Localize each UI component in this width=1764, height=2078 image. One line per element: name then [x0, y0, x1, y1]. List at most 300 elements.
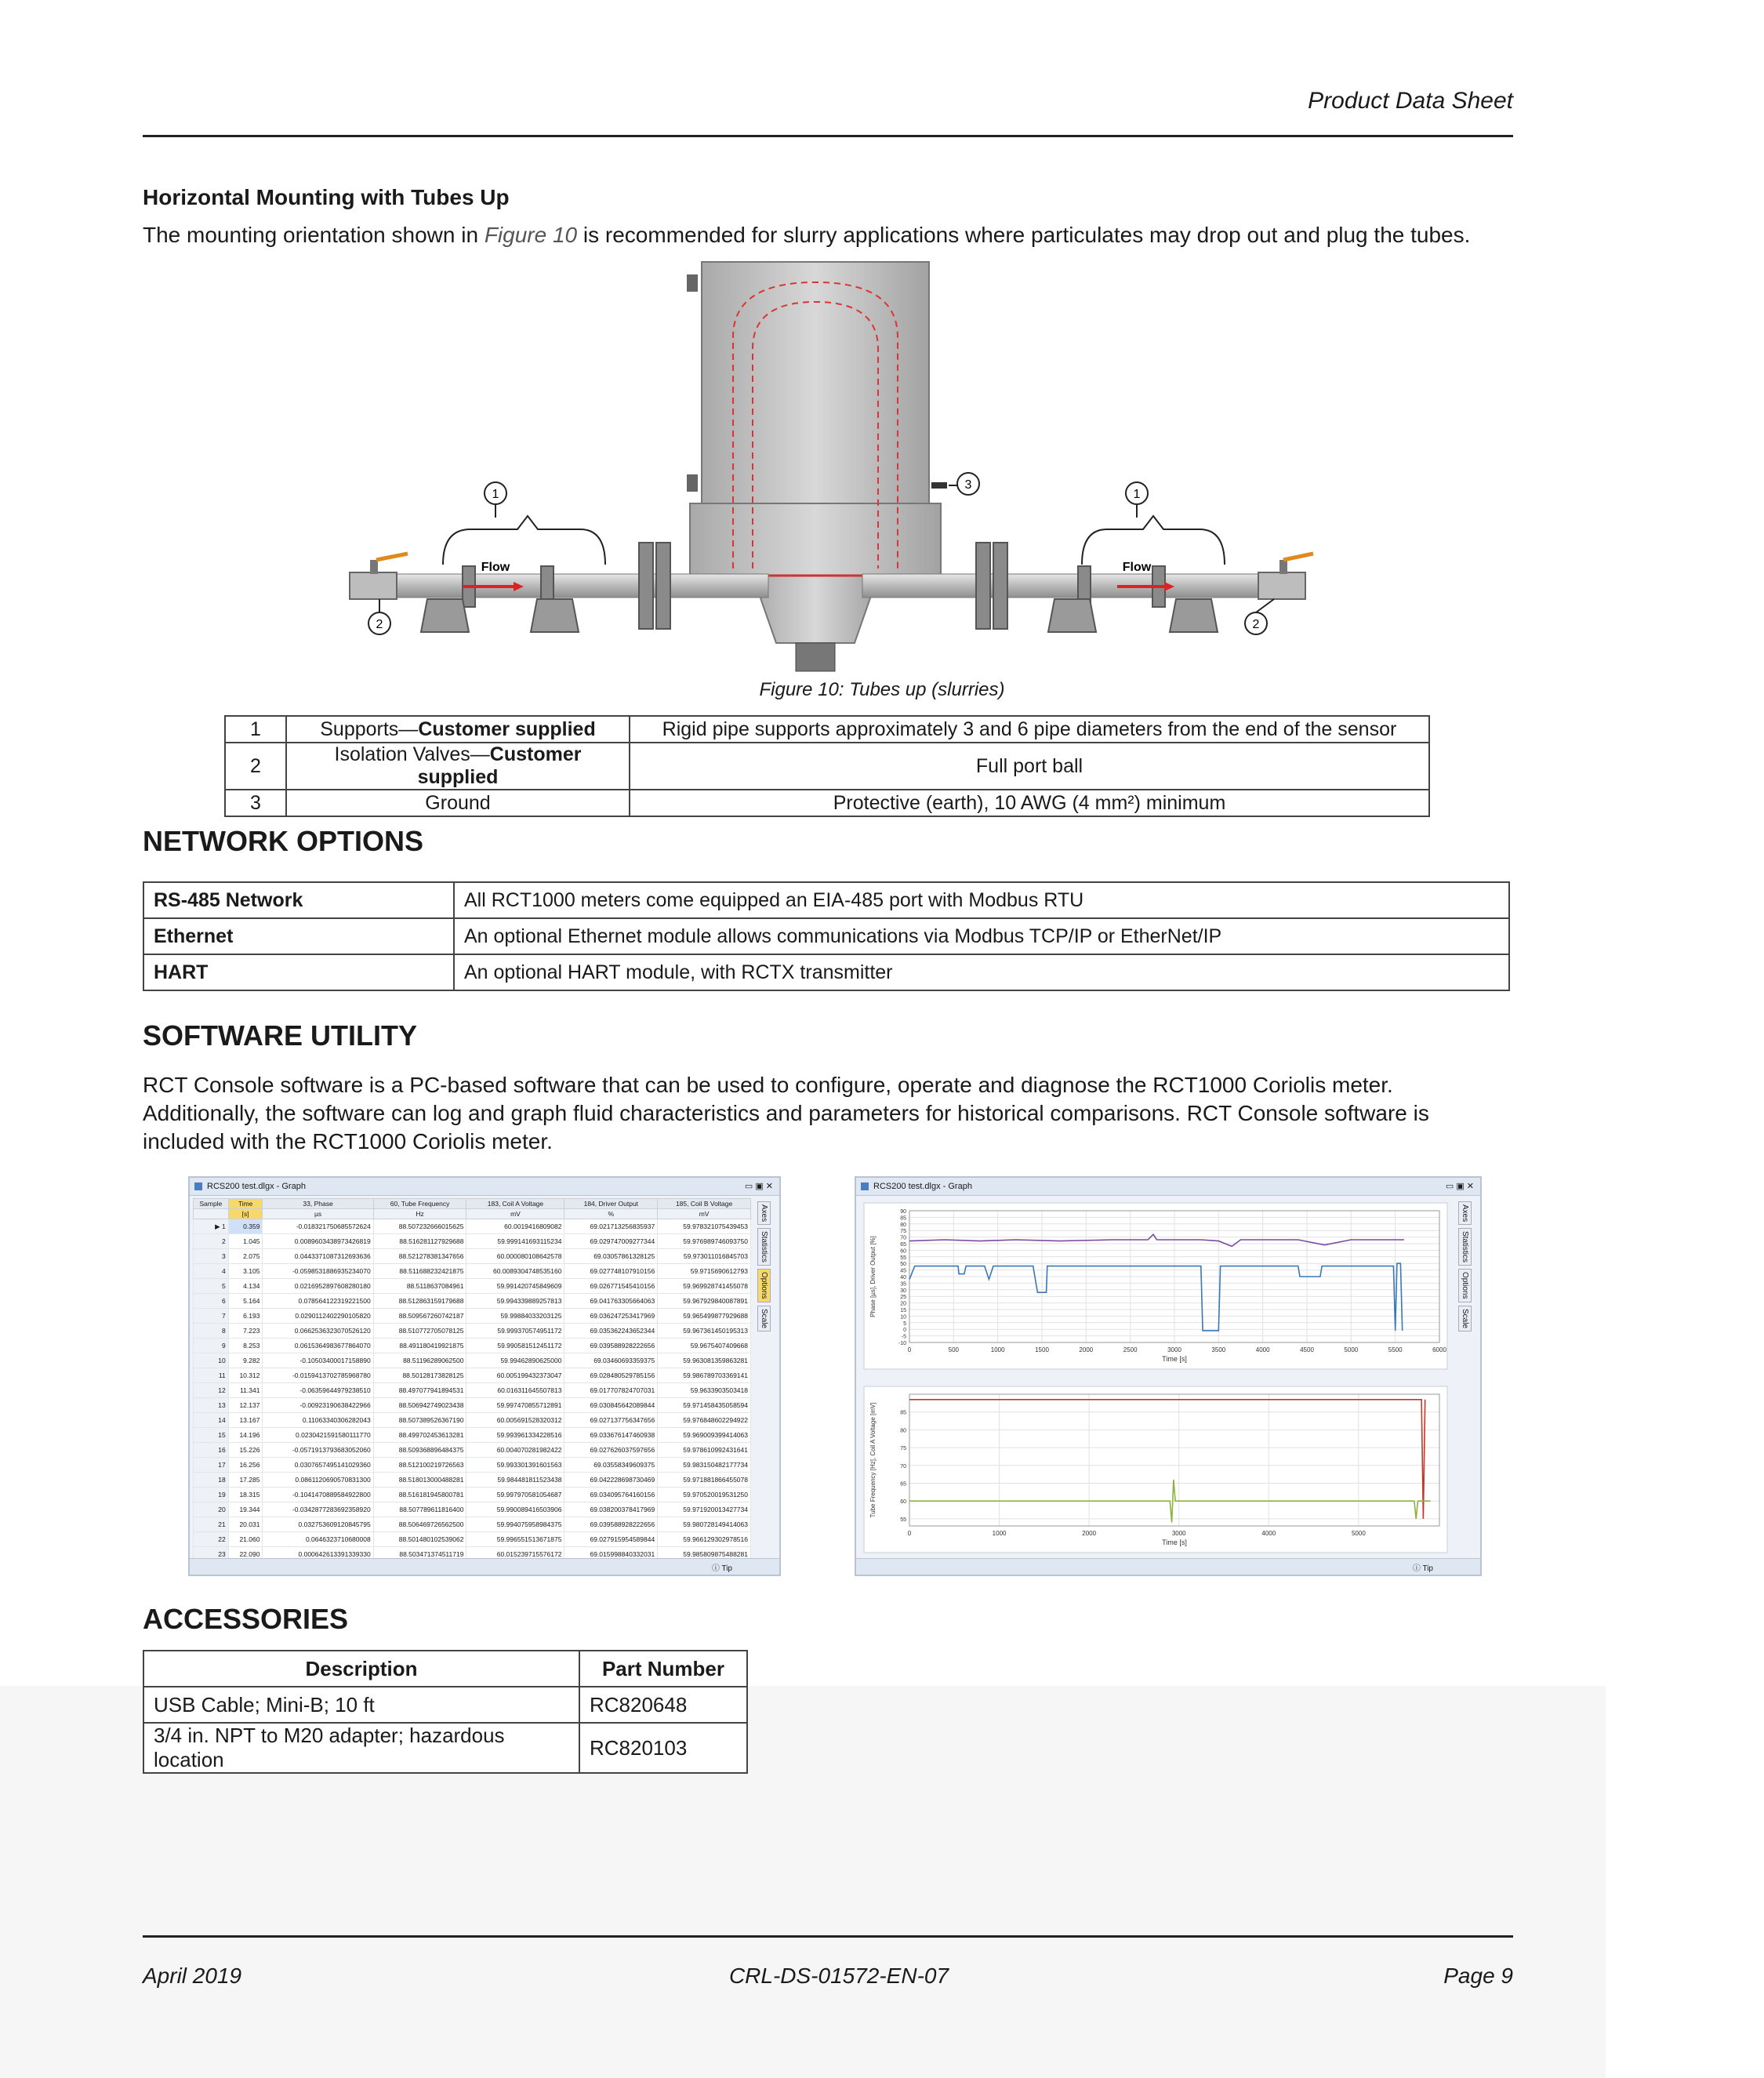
- grid-column-unit: mV: [658, 1209, 751, 1219]
- grid-cell: 20.031: [228, 1517, 263, 1532]
- grid-window-titlebar: [190, 1178, 779, 1196]
- grid-cell: 15.226: [228, 1443, 263, 1458]
- grid-cell: 59.963081359863281: [658, 1353, 751, 1368]
- y-axis-label: Tube Frequency [Hz], Coil A Voltage [mV]: [869, 1402, 877, 1518]
- grid-column-header[interactable]: Sample: [194, 1199, 229, 1209]
- accessories-table: [143, 1650, 748, 1774]
- grid-cell: 2.075: [228, 1249, 263, 1264]
- grid-cell: 69.036247253417969: [564, 1309, 658, 1324]
- grid-cell: 0.000642613391339330: [263, 1547, 373, 1562]
- grid-cell: 7: [194, 1309, 229, 1324]
- y-axis-label: Phase [µs], Driver Output [%]: [869, 1236, 877, 1317]
- legend-item: [286, 743, 630, 790]
- grid-cell: 59.99884033203125: [466, 1309, 564, 1324]
- grid-area: [193, 1198, 751, 1558]
- grid-cell: 69.021713256835937: [564, 1219, 658, 1234]
- window-controls[interactable]: ▭ ▣ ✕: [1445, 1182, 1474, 1191]
- grid-column-header[interactable]: 60, Tube Frequency: [373, 1199, 466, 1209]
- grid-cell: -0.0571913793683052060: [263, 1443, 373, 1458]
- table-row: [143, 954, 1509, 990]
- grid-cell: 59.967929840087891: [658, 1294, 751, 1309]
- x-axis-label: Time [s]: [1162, 1539, 1187, 1546]
- grid-cell: 7.223: [228, 1324, 263, 1339]
- callout-1-right: 1: [1133, 488, 1141, 501]
- y-tick-label: 20: [900, 1301, 906, 1307]
- grid-cell: 60.005199432373047: [466, 1368, 564, 1383]
- network-desc: An optional HART module, with RCTX transmitter: [454, 954, 1509, 990]
- grid-cell: 21: [194, 1517, 229, 1532]
- grid-row[interactable]: [194, 1398, 751, 1413]
- grid-cell: 88.521278381347656: [373, 1249, 466, 1264]
- grid-cell: 69.033676147460938: [564, 1428, 658, 1443]
- y-tick-label: 80: [900, 1222, 906, 1228]
- grid-cell: 5: [194, 1279, 229, 1294]
- grid-cell: 69.026771545410156: [564, 1279, 658, 1294]
- figure-caption: Figure 10: Tubes up (slurries): [759, 679, 1005, 700]
- grid-cell: 88.507789611816400: [373, 1502, 466, 1517]
- grid-column-header[interactable]: 184, Driver Output: [564, 1199, 658, 1209]
- grid-cell: 0.0216952897608280180: [263, 1279, 373, 1294]
- grid-cell: 88.51196289062500: [373, 1353, 466, 1368]
- tip-button[interactable]: ⓘ Tip: [1412, 1564, 1433, 1573]
- grid-cell: 59.997970581054687: [466, 1488, 564, 1502]
- grid-row[interactable]: [194, 1234, 751, 1249]
- grid-cell: 88.509368896484375: [373, 1443, 466, 1458]
- grid-cell: 69.03057861328125: [564, 1249, 658, 1264]
- y-tick-label: 70: [900, 1463, 906, 1469]
- legend-item-bold: Customer supplied: [418, 717, 596, 740]
- legend-item: [286, 790, 630, 816]
- grid-cell: -0.018321750685572624: [263, 1219, 373, 1234]
- network-desc: An optional Ethernet module allows communications via Modbus TCP/IP or EtherNet/IP: [454, 918, 1509, 954]
- grid-cell: 60.004070281982422: [466, 1443, 564, 1458]
- y-tick-label: 5: [903, 1321, 906, 1327]
- grid-row[interactable]: [194, 1502, 751, 1517]
- y-tick-label: 40: [900, 1275, 906, 1281]
- table-header-row: [143, 1651, 747, 1687]
- y-tick-label: 70: [900, 1235, 906, 1241]
- grid-cell: 59.971458435058594: [658, 1398, 751, 1413]
- grid-cell: 9: [194, 1339, 229, 1353]
- grid-cell: 60.016311645507813: [466, 1383, 564, 1398]
- grid-cell: 0.0662536323070526120: [263, 1324, 373, 1339]
- grid-cell: 59.976848602294922: [658, 1413, 751, 1428]
- grid-cell: 21.060: [228, 1532, 263, 1547]
- callout-1-left: 1: [492, 488, 499, 501]
- x-tick-label: 1000: [992, 1530, 1007, 1537]
- grid-cell: 60.005691528320312: [466, 1413, 564, 1428]
- grid-cell: 0.032753609120845795: [263, 1517, 373, 1532]
- grid-cell: 88.507389526367190: [373, 1413, 466, 1428]
- tab-options[interactable]: Options: [757, 1269, 771, 1302]
- x-tick-label: 2000: [1082, 1530, 1097, 1537]
- y-tick-label: 90: [900, 1209, 906, 1215]
- grid-cell: 88.516181945800781: [373, 1488, 466, 1502]
- legend-item-text: Ground: [425, 791, 491, 814]
- grid-cell: 17: [194, 1458, 229, 1473]
- legend-num: 1: [225, 716, 286, 743]
- grid-cell: 69.030845642089844: [564, 1398, 658, 1413]
- grid-cell: 59.990581512451172: [466, 1339, 564, 1353]
- grid-cell: 88.510772705078125: [373, 1324, 466, 1339]
- grid-row[interactable]: [194, 1517, 751, 1532]
- y-tick-label: 80: [900, 1428, 906, 1434]
- y-tick-label: 15: [900, 1308, 906, 1313]
- grid-column-unit: [194, 1209, 229, 1219]
- y-tick-label: 30: [900, 1288, 906, 1294]
- flow-label-left: Flow: [481, 561, 510, 574]
- grid-statusbar: [190, 1558, 779, 1575]
- grid-cell: -0.00923190638422966: [263, 1398, 373, 1413]
- mounting-heading: Horizontal Mounting with Tubes Up: [143, 185, 510, 209]
- y-tick-label: 55: [900, 1517, 906, 1523]
- grid-cell: 0.0290112402290105820: [263, 1309, 373, 1324]
- grid-cell: 3.105: [228, 1264, 263, 1279]
- y-tick-label: 35: [900, 1281, 906, 1288]
- grid-cell: 59.986789703369141: [658, 1368, 751, 1383]
- legend-num: 3: [225, 790, 286, 816]
- x-tick-label: 5000: [1351, 1530, 1366, 1537]
- grid-cell: 60.015239715576172: [466, 1547, 564, 1562]
- y-tick-label: 85: [900, 1410, 906, 1416]
- grid-cell: 88.491180419921875: [373, 1339, 466, 1353]
- graph-window-title: RCS200 test.dlgx - Graph: [873, 1182, 972, 1191]
- grid-cell: 14: [194, 1413, 229, 1428]
- grid-row[interactable]: [194, 1383, 751, 1398]
- grid-column-unit: µs: [263, 1209, 373, 1219]
- grid-cell: 69.029747009277344: [564, 1234, 658, 1249]
- callout-2-left: 2: [376, 618, 383, 631]
- grid-cell: 69.028480529785156: [564, 1368, 658, 1383]
- x-tick-label: 500: [948, 1346, 960, 1353]
- grid-row[interactable]: [194, 1413, 751, 1428]
- grid-cell: 6.193: [228, 1309, 263, 1324]
- grid-cell: 69.038200378417969: [564, 1502, 658, 1517]
- grid-cell: 8.253: [228, 1339, 263, 1353]
- x-tick-label: 3000: [1171, 1530, 1186, 1537]
- grid-column-unit: mV: [466, 1209, 564, 1219]
- grid-cell: 18.315: [228, 1488, 263, 1502]
- grid-column-unit: Hz: [373, 1209, 466, 1219]
- footer-doc-number: CRL-DS-01572-EN-07: [728, 1964, 949, 1988]
- window-controls[interactable]: ▭ ▣ ✕: [744, 1182, 773, 1191]
- mounting-text-before: The mounting orientation shown in: [143, 223, 485, 247]
- grid-cell: 88.506942749023438: [373, 1398, 466, 1413]
- callout-3: 3: [964, 478, 972, 492]
- grid-cell: 59.967361450195313: [658, 1324, 751, 1339]
- tab-axes[interactable]: Axes: [757, 1201, 771, 1225]
- data-grid: [193, 1198, 751, 1562]
- grid-row[interactable]: [194, 1443, 751, 1458]
- grid-row[interactable]: [194, 1219, 751, 1234]
- grid-cell: 69.027748107910156: [564, 1264, 658, 1279]
- x-tick-label: 2000: [1079, 1346, 1094, 1353]
- grid-cell: 59.997470855712891: [466, 1398, 564, 1413]
- side-tabs: [757, 1201, 776, 1331]
- col-description: Description: [143, 1651, 579, 1687]
- table-row: [143, 1687, 747, 1723]
- grid-cell: 88.497077941894531: [373, 1383, 466, 1398]
- y-tick-label: 10: [900, 1314, 906, 1321]
- grid-cell: 11: [194, 1368, 229, 1383]
- x-tick-label: 4000: [1255, 1346, 1270, 1353]
- network-desc: All RCT1000 meters come equipped an EIA-485 port with Modbus RTU: [454, 882, 1509, 918]
- grid-row[interactable]: [194, 1532, 751, 1547]
- grid-cell: 3: [194, 1249, 229, 1264]
- x-tick-label: 5500: [1388, 1346, 1403, 1353]
- grid-cell: 69.042228698730469: [564, 1473, 658, 1488]
- grid-cell: 0.0861120690570831300: [263, 1473, 373, 1488]
- grid-cell: 0.11063340306282043: [263, 1413, 373, 1428]
- grid-row[interactable]: [194, 1458, 751, 1473]
- grid-cell: 4: [194, 1264, 229, 1279]
- grid-cell: 69.03558349609375: [564, 1458, 658, 1473]
- y-tick-label: 25: [900, 1295, 906, 1301]
- grid-cell: 1.045: [228, 1234, 263, 1249]
- grid-cell: 0.0307657495141029360: [263, 1458, 373, 1473]
- grid-cell: 16: [194, 1443, 229, 1458]
- grid-cell: 69.027626037597656: [564, 1443, 658, 1458]
- grid-cell: -0.0342877283692358920: [263, 1502, 373, 1517]
- tip-label: Tip: [1422, 1564, 1433, 1573]
- grid-cell: 88.499702453613281: [373, 1428, 466, 1443]
- grid-row[interactable]: [194, 1264, 751, 1279]
- callout-2-right: 2: [1252, 618, 1260, 631]
- grid-cell: 59.985809875488281: [658, 1547, 751, 1562]
- grid-cell: 17.285: [228, 1473, 263, 1488]
- grid-cell: 69.039588928222656: [564, 1339, 658, 1353]
- grid-row[interactable]: [194, 1428, 751, 1443]
- side-tabs: [1458, 1201, 1477, 1331]
- grid-cell: 18: [194, 1473, 229, 1488]
- grid-cell: 0.078564122319221500: [263, 1294, 373, 1309]
- grid-cell: 59.994075958984375: [466, 1517, 564, 1532]
- y-tick-label: 45: [900, 1268, 906, 1274]
- grid-cell: 20: [194, 1502, 229, 1517]
- grid-cell: 88.506469726562500: [373, 1517, 466, 1532]
- x-tick-label: 5000: [1344, 1346, 1359, 1353]
- legend-item-text: Isolation Valves—: [334, 743, 490, 765]
- grid-cell: 88.511688232421875: [373, 1264, 466, 1279]
- grid-cell: 59.991420745849609: [466, 1279, 564, 1294]
- footer-rule: [143, 1935, 1513, 1938]
- accessory-part: RC820103: [579, 1723, 747, 1773]
- grid-cell: ▶ 1: [194, 1219, 229, 1234]
- grid-cell: 59.970520019531250: [658, 1488, 751, 1502]
- grid-cell: 10: [194, 1353, 229, 1368]
- chart-panel: [864, 1203, 1447, 1369]
- footer-date: April 2019: [143, 1964, 242, 1988]
- software-utility-title: SOFTWARE UTILITY: [143, 1019, 417, 1052]
- grid-cell: 19.344: [228, 1502, 263, 1517]
- grid-column-header[interactable]: 185, Coil B Voltage: [658, 1199, 751, 1209]
- grid-cell: 69.027915954589844: [564, 1532, 658, 1547]
- graph-window-titlebar: [856, 1178, 1480, 1196]
- y-tick-label: -5: [901, 1334, 906, 1340]
- y-tick-label: 60: [900, 1248, 906, 1255]
- flow-label-right: Flow: [1122, 561, 1152, 574]
- legend-item-bold: Customer supplied: [417, 743, 582, 788]
- x-tick-label: 3500: [1211, 1346, 1226, 1353]
- grid-cell: 88.512100219726563: [373, 1458, 466, 1473]
- grid-cell: 12.137: [228, 1398, 263, 1413]
- grid-cell: 0.0615364983677864070: [263, 1339, 373, 1353]
- tab-options[interactable]: Options: [1458, 1269, 1472, 1302]
- graph-window: [855, 1176, 1482, 1576]
- tab-scale[interactable]: Scale: [757, 1306, 771, 1331]
- y-tick-label: 0: [903, 1328, 906, 1334]
- x-tick-label: 1500: [1035, 1346, 1049, 1353]
- grid-cell: 88.512863159179688: [373, 1294, 466, 1309]
- grid-cell: 8: [194, 1324, 229, 1339]
- mounting-text-after: is recommended for slurry applications where particulates may drop out and plug the tubes.: [577, 223, 1471, 247]
- table-row: [143, 1723, 747, 1773]
- grid-unit-row: [194, 1209, 751, 1219]
- legend-desc: Protective (earth), 10 AWG (4 mm²) minimum: [630, 790, 1429, 816]
- header-rule: [143, 135, 1513, 137]
- grid-cell: 88.518013000488281: [373, 1473, 466, 1488]
- grid-cell: 23: [194, 1547, 229, 1562]
- col-part-number: Part Number: [579, 1651, 747, 1687]
- sensor-connector: [796, 643, 835, 671]
- grid-row[interactable]: [194, 1279, 751, 1294]
- grid-cell: 59.993301391601563: [466, 1458, 564, 1473]
- grid-cell: 22: [194, 1532, 229, 1547]
- grid-cell: 69.017707824707031: [564, 1383, 658, 1398]
- accessory-desc: USB Cable; Mini-B; 10 ft: [143, 1687, 579, 1723]
- grid-row[interactable]: [194, 1353, 751, 1368]
- grid-cell: 88.50128173828125: [373, 1368, 466, 1383]
- grid-row[interactable]: [194, 1339, 751, 1353]
- grid-cell: 59.976989746093750: [658, 1234, 751, 1249]
- grid-cell: 0.359: [228, 1219, 263, 1234]
- grid-cell: 59.973011016845703: [658, 1249, 751, 1264]
- grid-cell: 69.015998840332031: [564, 1547, 658, 1562]
- tab-axes[interactable]: Axes: [1458, 1201, 1472, 1225]
- grid-cell: 60.000080108642578: [466, 1249, 564, 1264]
- grid-row[interactable]: [194, 1473, 751, 1488]
- network-name: RS-485 Network: [143, 882, 454, 918]
- software-utility-text: RCT Console software is a PC-based software that can be used to configure, operate and diagnose the RCT1000 Coriolis meter. Additionally, the software can log and graph fluid characteristics and parameters for historical comparisons. RCT Console software is included with the RCT1000 Coriolis meter.: [143, 1073, 1429, 1153]
- table-row: [143, 882, 1509, 918]
- legend-num: 2: [225, 743, 286, 790]
- grid-row[interactable]: [194, 1294, 751, 1309]
- grid-cell: 9.282: [228, 1353, 263, 1368]
- y-tick-label: 60: [900, 1499, 906, 1506]
- grid-column-header[interactable]: Time: [228, 1199, 263, 1209]
- grid-cell: 0.0230421591580111770: [263, 1428, 373, 1443]
- y-tick-label: 65: [900, 1242, 906, 1248]
- grid-cell: 88.501480102539062: [373, 1532, 466, 1547]
- grid-cell: 59.99462890625000: [466, 1353, 564, 1368]
- grid-cell: 69.027137756347656: [564, 1413, 658, 1428]
- grid-cell: 6: [194, 1294, 229, 1309]
- legend-row: [225, 790, 1429, 816]
- grid-cell: -0.0159413702785968780: [263, 1368, 373, 1383]
- y-tick-label: 75: [900, 1229, 906, 1235]
- grid-cell: 59.994339889257813: [466, 1294, 564, 1309]
- grid-cell: 88.509567260742187: [373, 1309, 466, 1324]
- grid-cell: 59.971920013427734: [658, 1502, 751, 1517]
- grid-cell: 14.196: [228, 1428, 263, 1443]
- tab-scale[interactable]: Scale: [1458, 1306, 1472, 1331]
- grid-cell: 5.164: [228, 1294, 263, 1309]
- network-options-title: NETWORK OPTIONS: [143, 825, 423, 857]
- app-icon: [194, 1182, 202, 1190]
- tab-statistics[interactable]: Statistics: [1458, 1228, 1472, 1266]
- grid-cell: -0.0598531886935234070: [263, 1264, 373, 1279]
- legend-row: [225, 743, 1429, 790]
- grid-cell: -0.1041470889584922800: [263, 1488, 373, 1502]
- grid-cell: 59.993961334228516: [466, 1428, 564, 1443]
- grid-cell: 22.090: [228, 1547, 263, 1562]
- grid-cell: 0.0443371087312693636: [263, 1249, 373, 1264]
- y-tick-label: 55: [900, 1255, 906, 1261]
- grid-row[interactable]: [194, 1368, 751, 1383]
- network-options-table: [143, 881, 1510, 991]
- x-tick-label: 0: [907, 1530, 912, 1537]
- grid-row[interactable]: [194, 1324, 751, 1339]
- grid-column-unit: %: [564, 1209, 658, 1219]
- chart-panel: [864, 1386, 1447, 1553]
- legend-item: [286, 716, 630, 743]
- grid-cell: 60.0089304748535160: [466, 1264, 564, 1279]
- grid-row[interactable]: [194, 1309, 751, 1324]
- grid-cell: 59.978321075439453: [658, 1219, 751, 1234]
- grid-cell: 16.256: [228, 1458, 263, 1473]
- grid-cell: -0.10503400017158890: [263, 1353, 373, 1368]
- grid-cell: 88.5118637084961: [373, 1279, 466, 1294]
- tip-button[interactable]: ⓘ Tip: [711, 1564, 732, 1573]
- grid-column-header[interactable]: 183, Coil A Voltage: [466, 1199, 564, 1209]
- grid-cell: 10.312: [228, 1368, 263, 1383]
- grid-cell: 2: [194, 1234, 229, 1249]
- grid-column-header[interactable]: 33, Phase: [263, 1199, 373, 1209]
- grid-cell: 13.167: [228, 1413, 263, 1428]
- chart-phase-driver: [864, 1203, 1447, 1369]
- tip-label: Tip: [721, 1564, 732, 1573]
- graph-statusbar: [856, 1558, 1480, 1575]
- figure-legend-table: [224, 715, 1430, 817]
- y-tick-label: 50: [900, 1262, 906, 1268]
- figure-ref-link[interactable]: Figure 10: [484, 223, 578, 247]
- table-row: [143, 918, 1509, 954]
- legend-desc: Full port ball: [630, 743, 1429, 790]
- grid-cell: 59.969009399414063: [658, 1428, 751, 1443]
- x-tick-label: 1000: [990, 1346, 1005, 1353]
- x-tick-label: 2500: [1123, 1346, 1138, 1353]
- grid-cell: 69.03460693359375: [564, 1353, 658, 1368]
- x-tick-label: 0: [907, 1346, 912, 1353]
- grid-row[interactable]: [194, 1249, 751, 1264]
- y-tick-label: -10: [898, 1341, 906, 1346]
- grid-cell: 13: [194, 1398, 229, 1413]
- grid-cell: 19: [194, 1488, 229, 1502]
- legend-desc: Rigid pipe supports approximately 3 and 6 pipe diameters from the end of the sensor: [630, 716, 1429, 743]
- grid-window-title: RCS200 test.dlgx - Graph: [207, 1182, 306, 1191]
- grid-cell: 59.980728149414063: [658, 1517, 751, 1532]
- grid-cell: 12: [194, 1383, 229, 1398]
- app-icon: [861, 1182, 869, 1190]
- grid-row[interactable]: [194, 1488, 751, 1502]
- grid-cell: 59.9633903503418: [658, 1383, 751, 1398]
- x-axis-label: Time [s]: [1162, 1355, 1187, 1363]
- y-tick-label: 85: [900, 1215, 906, 1222]
- grid-cell: 59.999370574951172: [466, 1324, 564, 1339]
- grid-cell: 4.134: [228, 1279, 263, 1294]
- grid-cell: 59.9675407409668: [658, 1339, 751, 1353]
- tab-statistics[interactable]: Statistics: [757, 1228, 771, 1266]
